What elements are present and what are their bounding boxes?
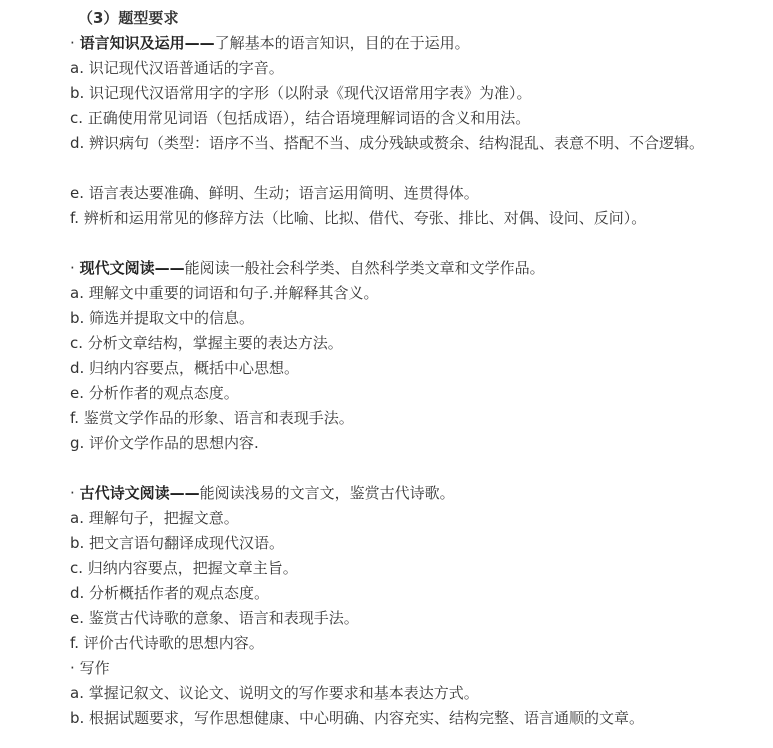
section-classical-reading-title-line — [70, 481, 760, 506]
section-title: 写作 — [79, 659, 110, 677]
bullet: · — [70, 659, 75, 677]
section-title: 现代文阅读—— — [79, 259, 185, 277]
list-item: d. 分析概括作者的观点态度。 — [70, 584, 270, 602]
section-intro: 能阅读浅易的文言文，鉴赏古代诗歌。 — [199, 484, 455, 502]
section-intro: 能阅读一般社会科学类、自然科学类文章和文学作品。 — [184, 259, 545, 277]
list-item: c. 正确使用常见词语（包括成语），结合语境理解词语的含义和用法。 — [70, 109, 531, 127]
list-item: b. 根据试题要求，写作思想健康、中心明确、内容充实、结构完整、语言通顺的文章。 — [70, 709, 645, 727]
bullet: · — [70, 34, 75, 52]
list-item: c. 归纳内容要点，把握文章主旨。 — [70, 559, 298, 577]
section-writing-title-line — [70, 656, 760, 681]
section-title: 古代诗文阅读—— — [79, 484, 200, 502]
bullet: · — [70, 484, 75, 502]
list-item: a. 理解句子，把握文意。 — [70, 509, 239, 527]
list-item: b. 筛选并提取文中的信息。 — [70, 309, 255, 327]
list-item: d. 归纳内容要点，概括中心思想。 — [70, 359, 300, 377]
list-item: b. 识记现代汉语常用字的字形（以附录《现代汉语常用字表》为准）。 — [70, 84, 532, 102]
section-intro: 了解基本的语言知识，目的在于运用。 — [214, 34, 470, 52]
section-heading: （3）题型要求 — [78, 9, 179, 27]
section-title: 语言知识及运用—— — [79, 34, 215, 52]
list-item: c. 分析文章结构，掌握主要的表达方法。 — [70, 334, 343, 352]
list-item: a. 掌握记叙文、议论文、说明文的写作要求和基本表达方式。 — [70, 684, 479, 702]
section-language-title-line — [70, 31, 760, 56]
list-item: f. 鉴赏文学作品的形象、语言和表现手法。 — [70, 409, 354, 427]
list-item: e. 分析作者的观点态度。 — [70, 384, 239, 402]
list-item: d. 辨识病句（类型：语序不当、搭配不当、成分残缺或赘余、结构混乱、表意不明、不合逻辑。 — [70, 134, 705, 152]
list-item: e. 语言表达要准确、鲜明、生动；语言运用简明、连贯得体。 — [70, 184, 479, 202]
section-modern-reading-title-line — [70, 256, 760, 281]
list-item: e. 鉴赏古代诗歌的意象、语言和表现手法。 — [70, 609, 359, 627]
list-item: f. 评价古代诗歌的思想内容。 — [70, 634, 264, 652]
list-item: f. 辨析和运用常见的修辞方法（比喻、比拟、借代、夸张、排比、对偶、设问、反问）。 — [70, 209, 647, 227]
list-item: b. 把文言语句翻译成现代汉语。 — [70, 534, 285, 552]
list-item: g. 评价文学作品的思想内容. — [70, 434, 259, 452]
list-item: a. 理解文中重要的词语和句子.并解释其含义。 — [70, 284, 379, 302]
list-item: a. 识记现代汉语普通话的字音。 — [70, 59, 284, 77]
bullet: · — [70, 259, 75, 277]
